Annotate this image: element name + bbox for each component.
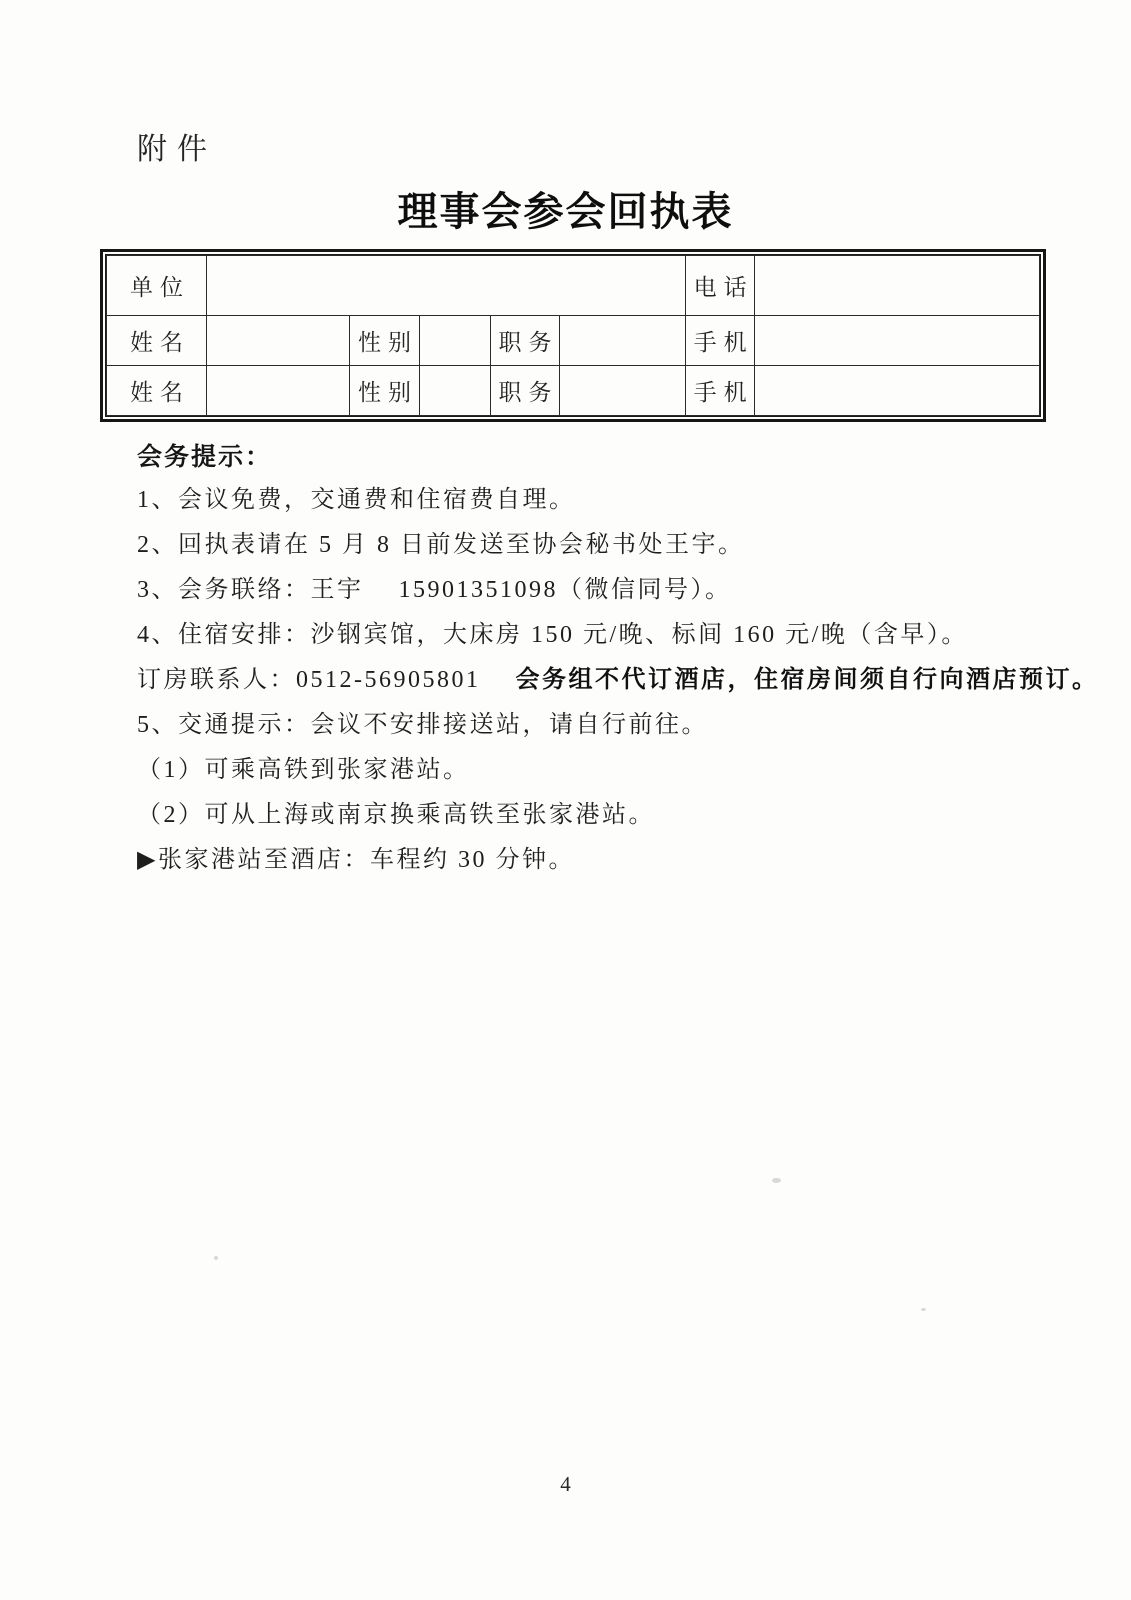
note-text: ▶张家港站至酒店：车程约 30 分钟。 (137, 847, 575, 873)
phone-input-cell (755, 256, 1040, 316)
note-line-2 (137, 523, 1017, 568)
name-input-cell (207, 366, 350, 416)
gender-input-cell (420, 366, 491, 416)
mobile-input-cell (755, 366, 1040, 416)
page-title: 理事会参会回执表 (397, 189, 734, 234)
note-text: （2）可从上海或南京换乘高铁至张家港站。 (137, 802, 655, 828)
position-label-cell: 职务 (491, 366, 560, 416)
scan-speck (214, 1256, 218, 1260)
position-input-cell (560, 366, 686, 416)
position-input-cell (560, 316, 686, 366)
note-line-9 (137, 838, 1017, 883)
name-input-cell (207, 316, 350, 366)
note-line-3 (137, 568, 1017, 613)
phone-label-cell: 电话 (686, 256, 755, 316)
note-line-6 (137, 703, 1017, 748)
note-text: 5、交通提示：会议不安排接送站，请自行前往。 (137, 712, 708, 738)
note-line-7 (137, 748, 1017, 793)
note-line-4 (137, 613, 1017, 658)
gender-label-cell: 性别 (350, 366, 420, 416)
name-label-cell: 姓名 (107, 366, 207, 416)
scan-speck (921, 1308, 926, 1311)
table-row-attendee-2 (107, 366, 1040, 416)
note-text: 3、会务联络：王宇 15901351098（微信同号）。 (137, 577, 732, 603)
attachment-label: 附件 (137, 133, 217, 166)
note-line-1 (137, 478, 1017, 523)
note-line-8 (137, 793, 1017, 838)
gender-label-cell: 性别 (350, 316, 420, 366)
note-text: 2、回执表请在 5 月 8 日前发送至协会秘书处王宇。 (137, 532, 745, 558)
meeting-notes-section (137, 438, 1099, 883)
unit-input-cell (207, 256, 686, 316)
reply-form-table (100, 249, 1046, 422)
mobile-label-cell: 手机 (686, 366, 755, 416)
note-text: 订房联系人：0512-56905801 (137, 667, 516, 693)
note-text: 4、住宿安排：沙钢宾馆，大床房 150 元/晚、标间 160 元/晚（含早）。 (137, 622, 968, 648)
note-bold-text: 会务组不代订酒店，住宿房间须自行向酒店预订。 (515, 667, 1099, 693)
mobile-label-cell: 手机 (686, 316, 755, 366)
table-row-attendee-1 (107, 316, 1040, 366)
notes-heading: 会务提示： (137, 444, 273, 471)
name-label-cell: 姓名 (107, 316, 207, 366)
gender-input-cell (420, 316, 491, 366)
reply-form-table-inner-border (105, 254, 1041, 417)
unit-label-cell: 单位 (107, 256, 207, 316)
note-line-5 (137, 658, 1099, 703)
mobile-input-cell (755, 316, 1040, 366)
note-text: （1）可乘高铁到张家港站。 (137, 757, 470, 783)
page-number: 4 (560, 1472, 571, 1496)
table-row-unit (107, 256, 1040, 316)
note-text: 1、会议免费，交通费和住宿费自理。 (137, 487, 576, 513)
scan-speck (772, 1178, 781, 1183)
position-label-cell: 职务 (491, 316, 560, 366)
